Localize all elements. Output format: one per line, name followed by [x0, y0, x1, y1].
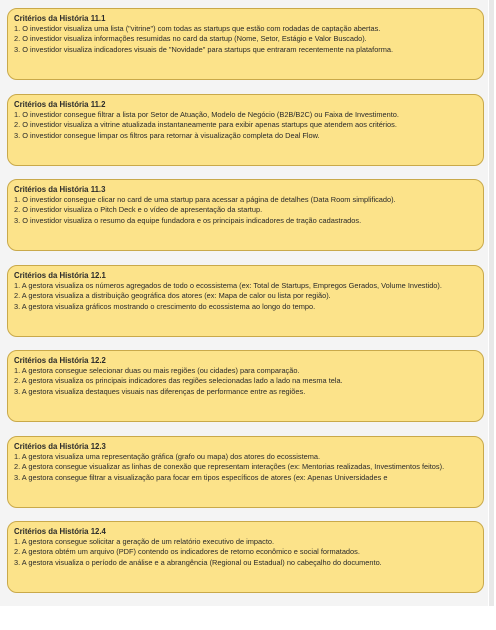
criteria-line: 1. A gestora visualiza uma representação gráfica (grafo ou mapa) dos atores do ecossistema.	[14, 452, 321, 462]
card-title: Critérios da História 12.1	[14, 271, 106, 280]
card-title: Critérios da História 11.3	[14, 185, 106, 194]
criteria-card-11-1[interactable]	[7, 8, 484, 80]
criteria-line: 1. O investidor consegue filtrar a lista por Setor de Atuação, Modelo de Negócio (B2B/B2C) ou Faixa de Investimento.	[14, 110, 399, 120]
criteria-card-11-3[interactable]	[7, 179, 484, 251]
bottom-margin	[0, 606, 496, 630]
criteria-line: 3. A gestora visualiza gráficos mostrando o crescimento do ecossistema ao longo do tempo.	[14, 301, 316, 311]
criteria-card-12-2[interactable]	[7, 350, 484, 422]
criteria-line: 3. O investidor consegue limpar os filtros para retornar à visualização completa do Deal Flow.	[14, 130, 320, 140]
criteria-line: 1. A gestora visualiza os números agregados de todo o ecossistema (ex: Total de Startups, Empregos Gerados, Volume Investido).	[14, 281, 442, 291]
criteria-line: 2. A gestora obtém um arquivo (PDF) contendo os indicadores de retorno econômico e social formatados.	[14, 547, 360, 557]
criteria-line: 2. A gestora consegue visualizar as linhas de conexão que representam interações (ex: Mentorias realizadas, Investimentos feitos).	[14, 462, 445, 472]
criteria-line: 1. A gestora consegue selecionar duas ou mais regiões (ou cidades) para comparação.	[14, 366, 300, 376]
card-title: Critérios da História 12.2	[14, 356, 106, 365]
criteria-line: 1. O investidor visualiza uma lista ("vitrine") com todas as startups que estão com rodadas de captação abertas.	[14, 24, 381, 34]
criteria-line: 2. O investidor visualiza o Pitch Deck e o vídeo de apresentação da startup.	[14, 205, 263, 215]
card-title: Critérios da História 11.1	[14, 14, 106, 23]
criteria-card-11-2[interactable]	[7, 94, 484, 166]
criteria-line: 3. O investidor visualiza o resumo da equipe fundadora e os principais indicadores de tração cadastrados.	[14, 215, 362, 225]
card-title: Critérios da História 12.3	[14, 442, 106, 451]
criteria-line: 2. A gestora visualiza a distribuição geográfica dos atores (ex: Mapa de calor ou lista por região).	[14, 291, 331, 301]
criteria-line: 2. O investidor visualiza a vitrine atualizada instantaneamente para exibir apenas startups que atendem aos critérios.	[14, 120, 397, 130]
criteria-line: 2. O investidor visualiza informações resumidas no card da startup (Nome, Setor, Estágio e Valor Buscado).	[14, 34, 367, 44]
criteria-line: 2. A gestora visualiza os principais indicadores das regiões selecionadas lado a lado na mesma tela.	[14, 376, 343, 386]
criteria-line: 3. A gestora consegue filtrar a visualização para focar em tipos específicos de atores (ex: Apenas Universidades e	[14, 472, 388, 482]
criteria-line: 3. O investidor visualiza indicadores visuais de "Novidade" para startups que entraram recentemente na plataforma.	[14, 44, 394, 54]
criteria-line: 1. O investidor consegue clicar no card de uma startup para acessar a página de detalhes (Data Room simplificado).	[14, 195, 396, 205]
card-title: Critérios da História 11.2	[14, 100, 106, 109]
criteria-line: 3. A gestora visualiza destaques visuais nas diferenças de performance entre as regiões.	[14, 386, 306, 396]
card-title: Critérios da História 12.4	[14, 527, 106, 536]
criteria-line: 1. A gestora consegue solicitar a geração de um relatório executivo de impacto.	[14, 537, 275, 547]
criteria-line: 3. A gestora visualiza o período de análise e a abrangência (Regional ou Estadual) no cabeçalho do documento.	[14, 557, 382, 567]
criteria-card-12-4[interactable]	[7, 521, 484, 593]
vertical-scrollbar[interactable]	[489, 0, 494, 606]
criteria-card-12-1[interactable]	[7, 265, 484, 337]
criteria-card-12-3[interactable]	[7, 436, 484, 508]
